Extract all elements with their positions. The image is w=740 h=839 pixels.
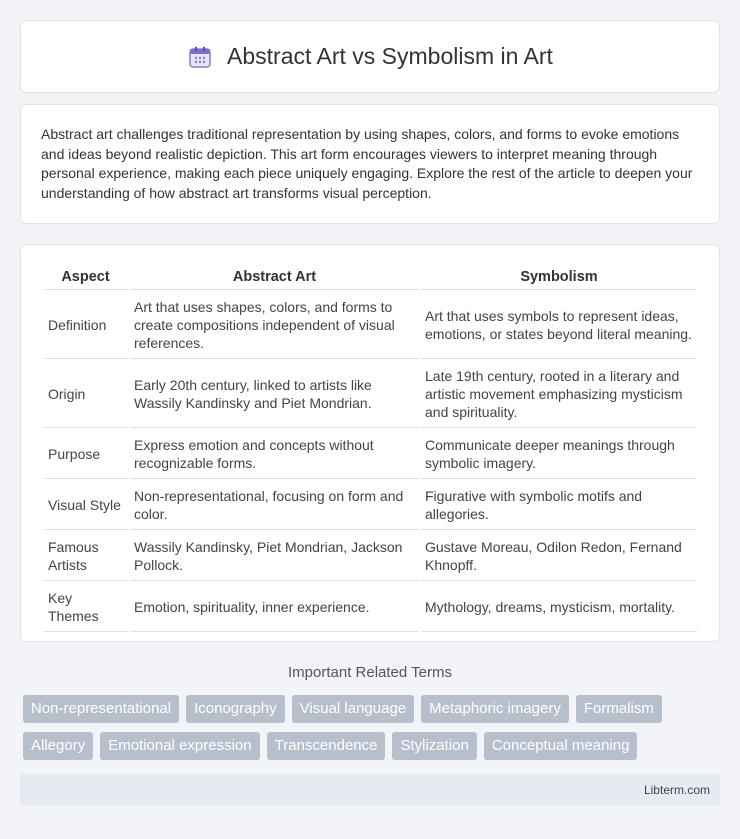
tag[interactable]: Non-representational xyxy=(23,695,179,723)
row-symbolism: Art that uses symbols to represent ideas, emotions, or states beyond literal meaning. xyxy=(421,290,697,359)
table-header-row xyxy=(43,265,697,290)
table-row xyxy=(43,479,697,530)
row-aspect: Definition xyxy=(43,290,128,359)
table-row xyxy=(43,290,697,359)
row-abstract: Early 20th century, linked to artists like Wassily Kandinsky and Piet Mondrian. xyxy=(130,359,419,428)
row-abstract: Express emotion and concepts without recognizable forms. xyxy=(130,428,419,479)
row-aspect: Purpose xyxy=(43,428,128,479)
row-aspect: Famous Artists xyxy=(43,530,128,581)
tag[interactable]: Allegory xyxy=(23,732,93,760)
row-symbolism: Figurative with symbolic motifs and allegories. xyxy=(421,479,697,530)
row-aspect: Visual Style xyxy=(43,479,128,530)
tag[interactable]: Iconography xyxy=(186,695,285,723)
intro-text: Abstract art challenges traditional representation by using shapes, colors, and forms to evoke emotions and ideas beyond realistic depiction. This art form encourages viewers to interpret meaning through personal experience, making each piece uniquely engaging. Explore the rest of the article to deepen your understanding of how abstract art transforms visual perception. xyxy=(41,126,693,201)
tag[interactable]: Transcendence xyxy=(267,732,386,760)
intro-card xyxy=(20,104,720,224)
row-abstract: Non-representational, focusing on form and color. xyxy=(130,479,419,530)
tag[interactable]: Emotional expression xyxy=(100,732,259,760)
header-abstract-art: Abstract Art xyxy=(130,265,419,290)
row-aspect: Key Themes xyxy=(43,581,128,632)
row-abstract: Emotion, spirituality, inner experience. xyxy=(130,581,419,632)
row-abstract: Wassily Kandinsky, Piet Mondrian, Jackson Pollock. xyxy=(130,530,419,581)
table-row xyxy=(43,428,697,479)
title-card xyxy=(20,20,720,93)
tag[interactable]: Visual language xyxy=(292,695,414,723)
tag-list xyxy=(20,695,720,760)
tag[interactable]: Conceptual meaning xyxy=(484,732,638,760)
header-aspect: Aspect xyxy=(43,265,128,290)
related-terms xyxy=(20,664,720,760)
comparison-table xyxy=(41,265,699,632)
comparison-card xyxy=(20,244,720,642)
row-symbolism: Communicate deeper meanings through symbolic imagery. xyxy=(421,428,697,479)
row-symbolism: Gustave Moreau, Odilon Redon, Fernand Khnopff. xyxy=(421,530,697,581)
tag[interactable]: Stylization xyxy=(392,732,476,760)
related-terms-title: Important Related Terms xyxy=(288,664,452,681)
header-symbolism: Symbolism xyxy=(421,265,697,290)
tag[interactable]: Formalism xyxy=(576,695,662,723)
footer xyxy=(20,774,720,806)
tag[interactable]: Metaphoric imagery xyxy=(421,695,569,723)
table-row xyxy=(43,359,697,428)
row-aspect: Origin xyxy=(43,359,128,428)
row-symbolism: Mythology, dreams, mysticism, mortality. xyxy=(421,581,697,632)
row-symbolism: Late 19th century, rooted in a literary and artistic movement emphasizing mysticism and spirituality. xyxy=(421,359,697,428)
row-abstract: Art that uses shapes, colors, and forms to create compositions independent of visual references. xyxy=(130,290,419,359)
table-row xyxy=(43,581,697,632)
page-title: Abstract Art vs Symbolism in Art xyxy=(227,43,553,69)
calendar-icon xyxy=(187,44,213,70)
table-row xyxy=(43,530,697,581)
footer-site-link[interactable]: Libterm.com xyxy=(643,783,710,797)
